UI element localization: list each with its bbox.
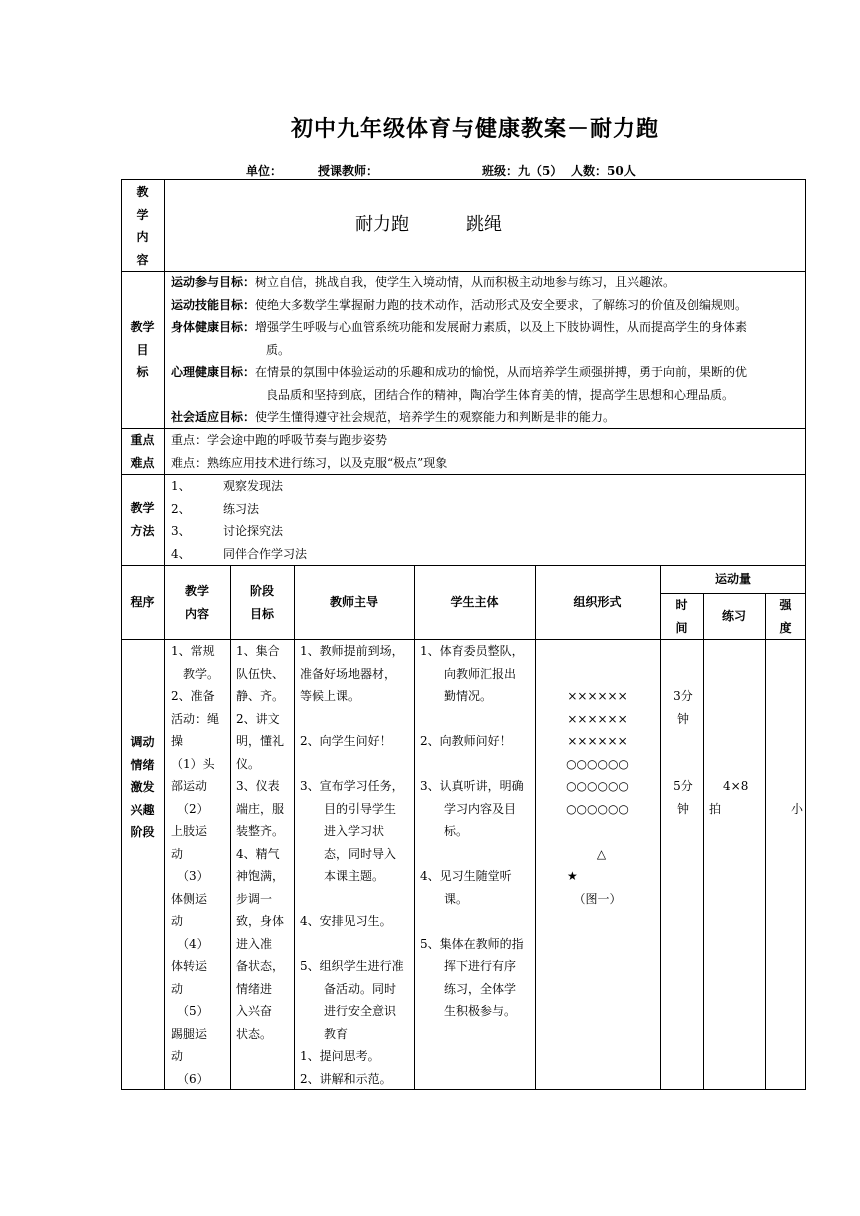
method-item: 4、 同伴合作学习法	[171, 546, 308, 561]
method-item: 1、 观察发现法	[171, 479, 284, 493]
formation-diagram	[535, 685, 660, 910]
info-line	[0, 162, 860, 180]
col-intensity: 强 度	[779, 598, 792, 635]
stage-practice: 4×8 拍	[709, 779, 749, 816]
stage-student: 1、体育委员整队， 向教师汇报出 勤情况。 2、向教师问好！ 3、认真听讲，明确 学习内容及目 标。 4、见习生随堂听 课。 5、集体在教师的指 挥下进行有序 练习，全体学 生积极参与。	[420, 644, 524, 1018]
key-point: 重点：学会途中跑的呼吸节奏与跑步姿势	[171, 433, 388, 447]
stage-time-2: 5分 钟	[673, 779, 693, 816]
method-item: 2、 练习法	[171, 501, 260, 516]
col-time: 时 间	[675, 598, 688, 635]
stage-goal: 1、集合 队伍快、 静、齐。 2、讲文 明，懂礼 仪。 3、仪表 端庄，服 装整齐。 4、精气 神饱满， 步调一 致，身体 进入准 备状态， 情绪进 入兴奋 状态。	[236, 644, 285, 1041]
objective-health: 身体健康目标：增强学生呼吸与心血管系统功能和发展耐力素质，以及上下肢协调性，从而提高学生的身体素	[171, 320, 748, 334]
star-icon: ★	[567, 869, 578, 883]
keypoints-label: 重点 难点	[130, 433, 155, 470]
class-label: 班级：九（5）	[482, 164, 563, 178]
content-item-endurance-run: 耐力跑	[355, 214, 409, 235]
methods-label: 教学 方法	[130, 501, 155, 538]
stage-content: 1、常规 教学。 2、准备 活动：绳 操 （1）头 部运动 （2） 上肢运 动 （3） 体侧运 动 （4） 体转运 动 （5） 踢腿运 动 （6）	[171, 644, 220, 1086]
objective-mental: 心理健康目标：在情景的氛围中体验运动的乐趣和成功的愉悦，从而培养学生顽强拼搏，勇于向前，果断的优	[171, 365, 748, 379]
formation-row: ○○○○○○	[566, 779, 629, 793]
stage-label: 调动 情绪 激发 兴趣 阶段	[130, 735, 155, 839]
objective-participation: 运动参与目标：树立自信，挑战自我，使学生入境动情，从而积极主动地参与练习，且兴趣浓。	[171, 275, 676, 289]
objective-social: 社会适应目标：使学生懂得遵守社会规范，培养学生的观察能力和判断是非的能力。	[171, 410, 616, 424]
methods-list	[171, 475, 571, 565]
content-label: 教 学 内 容	[136, 185, 149, 267]
formation-row: ××××××	[567, 734, 628, 748]
keypoints-text	[171, 429, 791, 474]
unit-label: 单位：	[246, 164, 283, 178]
formation-row: ××××××	[567, 689, 628, 703]
teacher-triangle-icon: △	[596, 846, 607, 861]
difficult-point: 难点：熟练应用技术进行练习，以及克服“极点”现象	[171, 455, 448, 470]
col-procedure: 程序	[130, 595, 155, 609]
count-label: 人数：50人	[571, 164, 636, 178]
objective-skill: 运动技能目标：使绝大多数学生掌握耐力跑的技术动作，活动形式及安全要求，了解练习的价值及创编规则。	[171, 297, 748, 312]
col-load: 运动量	[714, 572, 751, 586]
formation-row: ○○○○○○	[566, 801, 629, 816]
formation-caption: （图一）	[573, 891, 622, 906]
method-item: 3、 讨论探究法	[171, 524, 284, 538]
page-title: 初中九年级体育与健康教案－耐力跑	[290, 116, 659, 142]
col-student: 学生主体	[450, 595, 499, 609]
content-item-rope-skipping: 跳绳	[466, 214, 502, 235]
formation-row: ××××××	[567, 711, 628, 726]
objectives-list: 运动参与目标：树立自信，挑战自我，使学生入境动情，从而积极主动地参与练习，且兴趣浓。 运动技能目标：使绝大多数学生掌握耐力跑的技术动作，活动形式及安全要求，了解练习的价值及创编规则。 身体健康目标：增强学生呼吸与心血管系统功能和发展耐力素质，以及上下肢协调性，从而提高学生的身体素 质。 心理健康目标：在情景的氛围中体验运动的乐趣和成功的愉悦，从而培养学生顽强拼搏，勇于向前，果断的优 良品质和坚持到底，团结合作的精神，陶冶学生体育美的情，提高学生思想和心理品质。 社会适应目标：使学生懂得遵守社会规范，培养学生的观察能力和判断是非的能力。	[171, 271, 803, 429]
objectives-label: 教学 目 标	[130, 320, 155, 379]
col-organization: 组织形式	[573, 595, 622, 609]
col-goal: 阶段 目标	[249, 584, 274, 621]
col-practice: 练习	[721, 609, 746, 623]
col-teacher: 教师主导	[329, 595, 378, 609]
teacher-label: 授课教师：	[318, 164, 379, 178]
stage-time-1: 3分 钟	[673, 689, 693, 726]
formation-row: ○○○○○○	[566, 756, 629, 771]
stage-intensity: 小	[790, 802, 803, 816]
stage-teacher: 1、教师提前到场， 准备好场地器材， 等候上课。 2、向学生问好！ 3、宣布学习任务， 目的引导学生 进入学习状 态，同时导入 本课主题。 4、安排见习生。 5、组织学生进行准 备活动。同时 进行安全意识 教育 1、提问思考。 2、讲解和示范。	[300, 644, 404, 1086]
col-content: 教学 内容	[184, 584, 209, 621]
